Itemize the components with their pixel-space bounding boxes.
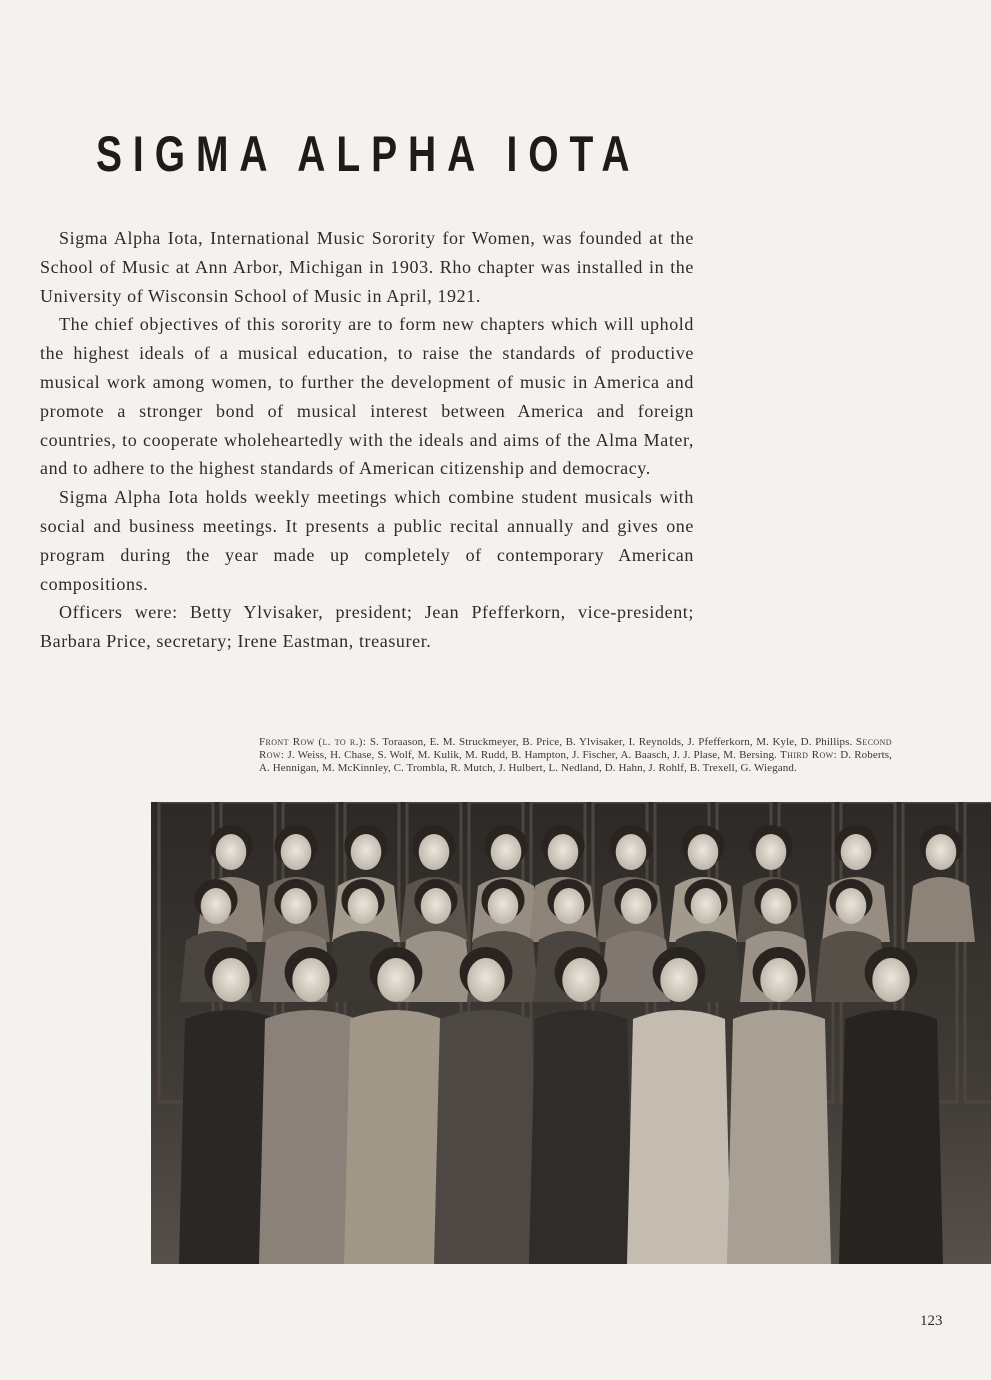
photo-caption (259, 736, 892, 776)
person-face (201, 888, 232, 924)
person-face (621, 888, 652, 924)
person-body (529, 1010, 633, 1264)
person-face (926, 834, 957, 870)
paragraph-objectives: The chief objectives of this sorority are to form new chapters which will uphold the highest ideals of a musical education, to raise the standards of productive musical work among women, to further the development of music in America and promote a stronger bond of musical interest between America and foreign countries, to cooperate wholeheartedly with the ideals and aims of the Alma Mater, and to adhere to the highest standards of American citizenship and democracy. (40, 314, 694, 479)
person-body (839, 1010, 943, 1264)
person-face (212, 958, 249, 1002)
person-face (281, 888, 312, 924)
person-body (434, 1010, 538, 1264)
person-face (554, 888, 585, 924)
caption-second-names: J. Weiss, H. Chase, S. Wolf, M. Kulik, M. Rudd, B. Hampton, J. Fischer, A. Baasch, J. J. Plase, M. Bersing. (287, 749, 777, 762)
person-face (872, 958, 909, 1002)
person-face (467, 958, 504, 1002)
paragraph-officers: Officers were: Betty Ylvisaker, president; Jean Pfefferkorn, vice-president; Barbara Price, secretary; Irene Eastman, treasurer. (40, 602, 694, 652)
person-face (348, 888, 379, 924)
person-body (344, 1010, 448, 1264)
person-face (756, 834, 787, 870)
caption-third-names: D. Roberts, A. Hennigan, M. McKinnley, C. Trombla, R. Mutch, J. Hulbert, L. Nedland, D. Hahn, J. Rohlf, B. Trexell, G. Wiegand. (259, 749, 892, 775)
person-face (760, 958, 797, 1002)
person-body (727, 1010, 831, 1264)
person-face (281, 834, 312, 870)
person-face (691, 888, 722, 924)
person-face (377, 958, 414, 1002)
person-face (421, 888, 452, 924)
person-face (562, 958, 599, 1002)
paragraph-meetings: Sigma Alpha Iota holds weekly meetings which combine student musicals with social and business meetings. It presents a public recital annually and gives one program during the year made up completely of contemporary American compositions. (40, 487, 694, 594)
caption-front-names: S. Toraason, E. M. Struckmeyer, B. Price, B. Ylvisaker, I. Reynolds, J. Pfefferkorn, M. Kyle, D. Phillips. (369, 736, 853, 748)
article-body (40, 224, 694, 656)
person-face (488, 888, 519, 924)
person-face (761, 888, 792, 924)
person-face (292, 958, 329, 1002)
people-group (179, 825, 975, 1264)
page-title: SIGMA ALPHA IOTA (96, 126, 641, 182)
person-face (419, 834, 450, 870)
person-face (491, 834, 522, 870)
person-face (836, 888, 867, 924)
group-photo (151, 802, 991, 1264)
person-face (688, 834, 719, 870)
paragraph-founding: Sigma Alpha Iota, International Music Sorority for Women, was founded at the School of Music at Ann Arbor, Michigan in 1903. Rho chapter was installed in the University of Wisconsin School of Music in April, 1921. (40, 228, 694, 306)
person-face (616, 834, 647, 870)
group-photo-image (151, 802, 991, 1264)
caption-second-label: Second Row: (259, 736, 892, 762)
person-body (907, 877, 975, 942)
person-face (660, 958, 697, 1002)
caption-front-label: Front Row (l. to r.): (259, 736, 367, 748)
person-face (351, 834, 382, 870)
person-body (627, 1010, 731, 1264)
caption-third-label: Third Row: (780, 749, 838, 762)
person-face (216, 834, 247, 870)
person-face (548, 834, 579, 870)
page-number: 123 (920, 1313, 943, 1329)
person-face (841, 834, 872, 870)
